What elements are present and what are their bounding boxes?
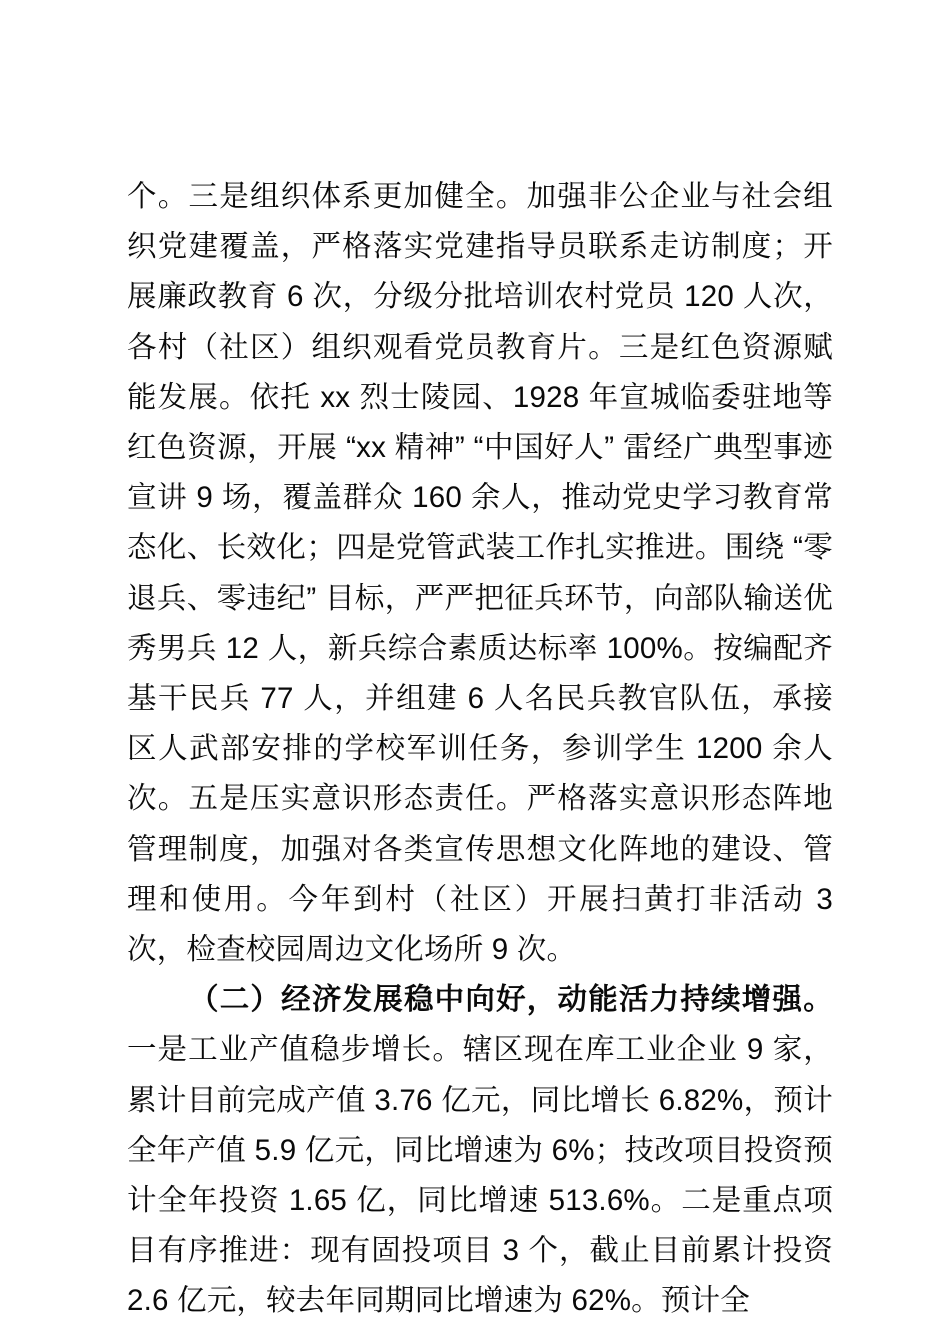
- section-heading-two: （二）经济发展稳中向好，动能活力持续增强。: [189, 983, 833, 1017]
- section-two-body-text: 一是工业产值稳步增长。辖区现在库工业企业 9 家，累计目前完成产值 3.76 亿元，同比增长 6.82%，预计全年产值 5.9 亿元，同比增速为 6%；技改项目投资预计全年投资 1.65 亿，同比增速 513.6%。二是重点项目有序推进：现有固投项目 3 个，截止目前累计投资 2.6 亿元，较去年同期同比增速为 62%。预计全: [127, 1033, 833, 1318]
- paragraph-continuation: 个。三是组织体系更加健全。加强非公企业与社会组织党建覆盖，严格落实党建指导员联系走访制度；开展廉政教育 6 次，分级分批培训农村党员 120 人次，各村（社区）组织观看党员教育片。三是红色资源赋能发展。依托 xx 烈士陵园、1928 年宣城临委驻地等红色资源，开展 “xx 精神” “中国好人” 雷经广典型事迹宣讲 9 场，覆盖群众 160 余人，推动党史学习教育常态化、长效化；四是党管武装工作扎实推进。围绕 “零退兵、零违纪” 目标，严严把征兵环节，向部队输送优秀男兵 12 人，新兵综合素质达标率 100%。按编配齐基干民兵 77 人，并组建 6 人名民兵教官队伍，承接区人武部安排的学校军训任务，参训学生 1200 余人次。五是压实意识形态责任。严格落实意识形态阵地管理制度，加强对各类宣传思想文化阵地的建设、管理和使用。今年到村（社区）开展扫黄打非活动 3 次，检查校园周边文化场所 9 次。: [127, 180, 833, 967]
- paragraph-section-two: [127, 975, 833, 1326]
- document-body: [127, 172, 833, 1327]
